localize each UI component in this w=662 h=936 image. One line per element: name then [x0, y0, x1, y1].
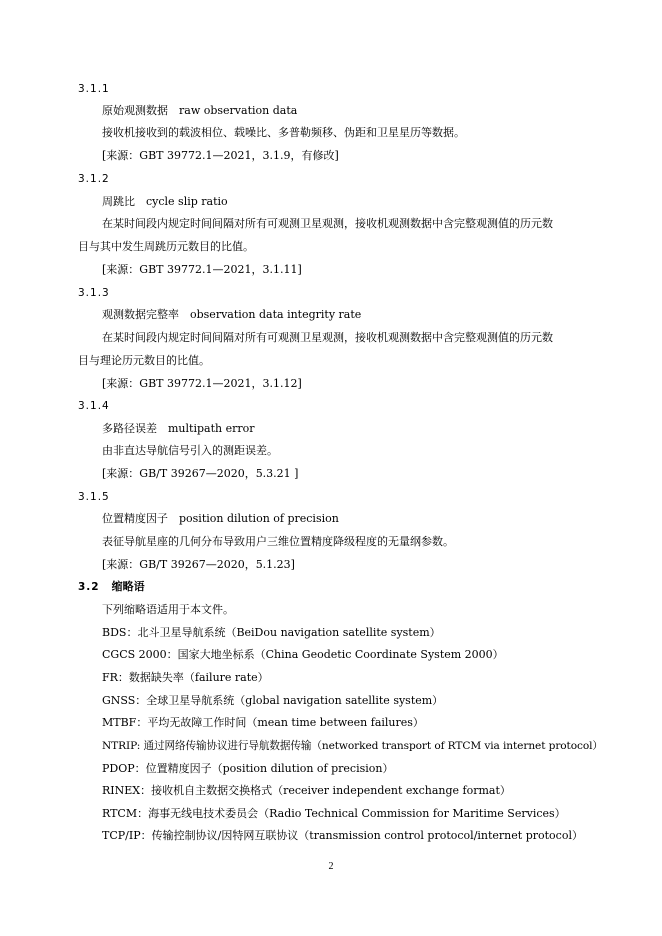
- term-title: 周跳比 cycle slip ratio: [102, 195, 228, 208]
- abbreviation-item: TCP/IP：传输控制协议/因特网互联协议（transmission control protocol/internet protocol）: [102, 829, 583, 842]
- term-source: [来源：GBT 39772.1—2021，3.1.11]: [102, 263, 302, 276]
- term-source: [来源：GBT 39772.1—2021，3.1.12]: [102, 377, 302, 390]
- abbreviation-item: GNSS：全球卫星导航系统（global navigation satellite system）: [102, 694, 444, 707]
- term-title: 观测数据完整率 observation data integrity rate: [102, 308, 362, 321]
- abbreviation-item: BDS：北斗卫星导航系统（BeiDou navigation satellite system）: [102, 626, 441, 639]
- term-source: [来源：GBT 39772.1—2021，3.1.9，有修改]: [102, 149, 339, 162]
- section-number: 3.1.5: [78, 491, 110, 503]
- abbreviation-item: RINEX：接收机自主数据交换格式（receiver independent exchange format）: [102, 784, 511, 797]
- heading-title: 缩略语: [111, 580, 145, 593]
- section-number: 3.1.1: [78, 83, 110, 95]
- abbreviations-intro: 下列缩略语适用于本文件。: [102, 603, 234, 616]
- term-title: 多路径误差 multipath error: [102, 422, 255, 435]
- abbreviation-item: NTRIP: 通过网络传输协议进行导航数据传输（networked transport of RTCM via internet protocol）: [102, 740, 603, 752]
- term-title: 位置精度因子 position dilution of precision: [102, 512, 339, 525]
- heading-number: 3.2: [78, 581, 100, 593]
- abbreviation-item: RTCM：海事无线电技术委员会（Radio Technical Commission for Maritime Services）: [102, 807, 566, 820]
- abbreviation-item: PDOP：位置精度因子（position dilution of precision）: [102, 762, 394, 775]
- term-source: [来源：GB/T 39267—2020，5.1.23]: [102, 558, 295, 571]
- term-definition-line: 目与其中发生周跳历元数目的比值。: [78, 240, 254, 253]
- section-number: 3.1.3: [78, 287, 110, 299]
- term-definition-line: 在某时间段内规定时间间隔对所有可观测卫星观测，接收机观测数据中含完整观测值的历元数: [102, 331, 553, 344]
- term-definition: 由非直达导航信号引入的测距误差。: [102, 444, 278, 457]
- term-definition-line: 在某时间段内规定时间间隔对所有可观测卫星观测，接收机观测数据中含完整观测值的历元数: [102, 217, 553, 230]
- abbreviation-item: MTBF：平均无故障工作时间（mean time between failures）: [102, 716, 424, 729]
- term-definition: 接收机接收到的载波相位、载噪比、多普勒频移、伪距和卫星星历等数据。: [102, 126, 465, 139]
- abbreviation-item: CGCS 2000：国家大地坐标系（China Geodetic Coordinate System 2000）: [102, 648, 504, 661]
- term-definition-line: 目与理论历元数目的比值。: [78, 354, 210, 367]
- section-number: 3.1.4: [78, 400, 110, 412]
- section-number: 3.1.2: [78, 173, 110, 185]
- term-title: 原始观测数据 raw observation data: [102, 104, 298, 117]
- abbreviation-item: FR：数据缺失率（failure rate）: [102, 671, 269, 684]
- page-number: 2: [328, 861, 334, 872]
- term-source: [来源：GB/T 39267—2020，5.3.21 ]: [102, 467, 299, 480]
- term-definition: 表征导航星座的几何分布导致用户三维位置精度降级程度的无量纲参数。: [102, 535, 454, 548]
- abbreviations-heading: [78, 580, 145, 594]
